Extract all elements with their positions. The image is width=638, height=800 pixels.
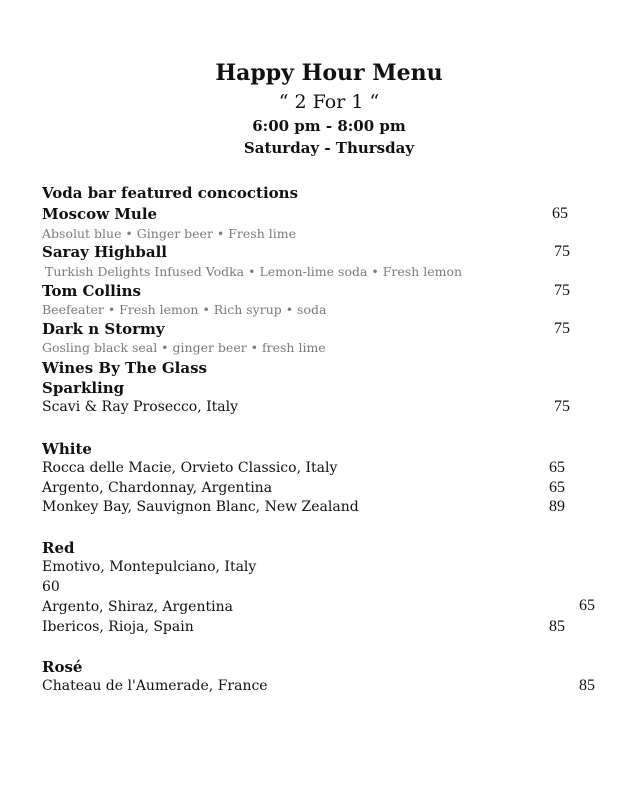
wine-name: Scavi & Ray Prosecco, Italy — [42, 399, 239, 415]
sparkling-heading: Sparkling — [42, 379, 125, 397]
wine-name: Argento, Shiraz, Argentina — [42, 599, 233, 615]
cocktail-price: 75 — [554, 282, 570, 299]
cocktails-heading: Voda bar featured concoctions — [42, 184, 299, 202]
cocktail-description: Turkish Delights Infused Vodka • Lemon-lime soda • Fresh lemon — [45, 264, 463, 279]
cocktail-price: 75 — [554, 320, 570, 337]
wine-name: Argento, Chardonnay, Argentina — [42, 480, 273, 496]
cocktail-description: Gosling black seal • ginger beer • fresh lime — [42, 340, 326, 355]
cocktail-price: 75 — [554, 243, 570, 260]
wine-price: 85 — [549, 618, 565, 635]
wine-price: 89 — [549, 498, 565, 515]
wine-price: 75 — [554, 398, 570, 415]
wine-price: 85 — [579, 677, 595, 694]
cocktail-name: Tom Collins — [42, 282, 141, 300]
wine-name: Chateau de l'Aumerade, France — [42, 678, 268, 694]
cocktail-description: Beefeater • Fresh lemon • Rich syrup • soda — [42, 302, 327, 317]
days-text: Saturday - Thursday — [243, 139, 415, 157]
cocktail-name: Saray Highball — [42, 243, 167, 261]
cocktail-name: Moscow Mule — [42, 205, 158, 223]
wine-name: Emotivo, Montepulciano, Italy — [42, 559, 257, 575]
cocktail-description: Absolut blue • Ginger beer • Fresh lime — [42, 226, 296, 241]
promo-text: “ 2 For 1 “ — [278, 91, 380, 113]
wine-price: 65 — [549, 479, 565, 496]
rose-heading: Rosé — [42, 658, 83, 676]
cocktail-price: 65 — [552, 205, 568, 222]
wines-heading: Wines By The Glass — [42, 359, 207, 377]
red-heading: Red — [42, 539, 75, 557]
menu-title: Happy Hour Menu — [215, 60, 443, 86]
wine-price: 65 — [549, 459, 565, 476]
hours-text: 6:00 pm - 8:00 pm — [252, 117, 406, 135]
wine-price: 65 — [579, 597, 595, 614]
wine-name: Monkey Bay, Sauvignon Blanc, New Zealand — [42, 499, 359, 515]
wine-price: 60 — [42, 579, 60, 595]
cocktail-name: Dark n Stormy — [42, 320, 165, 338]
wine-name: Ibericos, Rioja, Spain — [42, 619, 194, 635]
white-heading: White — [42, 440, 92, 458]
wine-name: Rocca delle Macie, Orvieto Classico, Italy — [42, 460, 338, 476]
